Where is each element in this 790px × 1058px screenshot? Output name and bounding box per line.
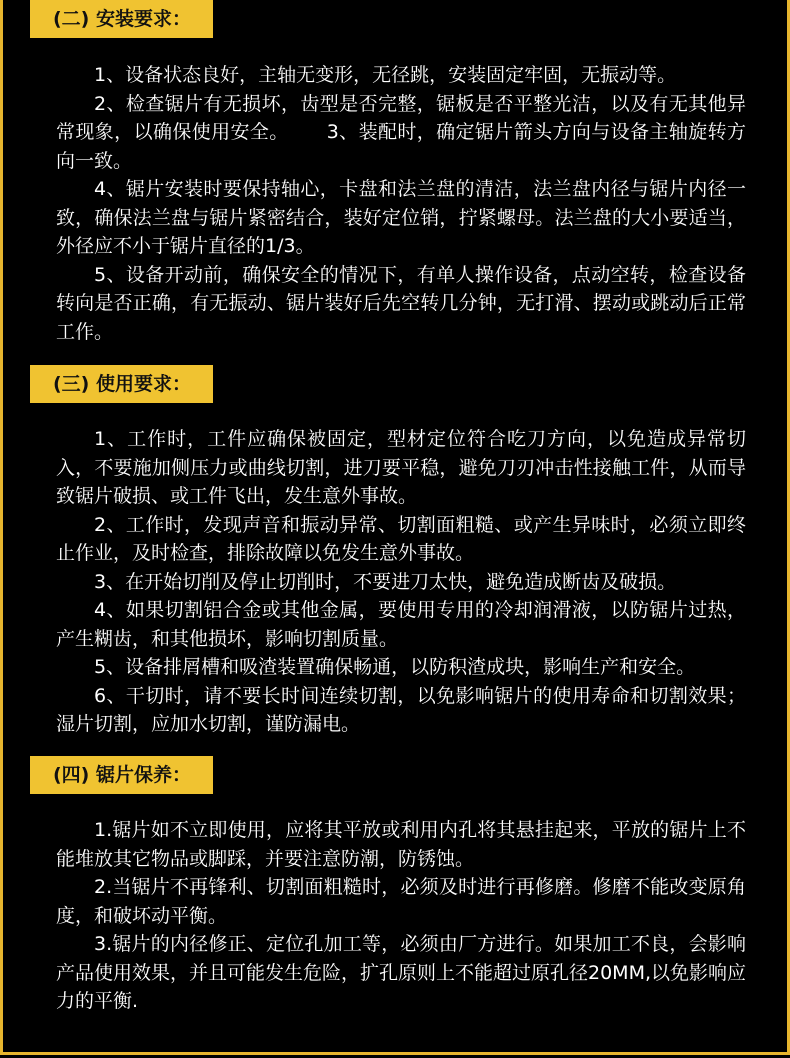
paragraph: [56, 90, 746, 176]
paragraph-text: 2、检查锯片有无损坏，齿型是否完整，锯板是否平整光洁，以及有无其他异常现象，以确保使用安全。: [56, 92, 746, 143]
section-body-maintenance: [56, 816, 746, 1016]
paragraph: 6、干切时，请不要长时间连续切割，以免影响锯片的使用寿命和切割效果；湿片切割，应加水切割，谨防漏电。: [56, 684, 746, 735]
paragraph: 5、设备排屑槽和吸渣装置确保畅通，以防积渣成块，影响生产和安全。: [94, 656, 696, 678]
paragraph-text: 3、装配时，确定锯片箭头方向与设备主轴旋转方向一致。: [56, 121, 746, 172]
paragraph: 1.锯片如不立即使用，应将其平放或利用内孔将其悬挂起来，平放的锯片上不能堆放其它物品或脚踩，并要注意防潮，防锈蚀。: [56, 819, 746, 870]
paragraph: 1、设备状态良好，主轴无变形，无径跳，安装固定牢固，无振动等。: [94, 64, 677, 86]
paragraph: 2.当锯片不再锋利、切割面粗糙时，必须及时进行再修磨。修磨不能改变原角度，和破坏动平衡。: [56, 876, 746, 927]
section-title-maintenance: (四) 锯片保养：: [30, 756, 213, 794]
paragraph: 4、锯片安装时要保持轴心，卡盘和法兰盘的清洁，法兰盘内径与锯片内径一致，确保法兰盘与锯片紧密结合，装好定位销，拧紧螺母。法兰盘的大小要适当，外径应不小于锯片直径的1/3。: [56, 178, 746, 257]
paragraph: 1、工作时，工件应确保被固定，型材定位符合吃刀方向，以免造成异常切入，不要施加侧压力或曲线切割，进刀要平稳，避免刀刃冲击性接触工件，从而导致锯片破损、或工件飞出，发生意外事故。: [56, 428, 746, 507]
section-body-usage: [56, 425, 746, 739]
paragraph: 5、设备开动前，确保安全的情况下，有单人操作设备，点动空转，检查设备转向是否正确，有无振动、锯片装好后先空转几分钟，无打滑、摆动或跳动后正常工作。: [56, 263, 746, 343]
paragraph: 3、在开始切削及停止切削时，不要进刀太快，避免造成断齿及破损。: [94, 570, 677, 593]
paragraph: 3.锯片的内径修正、定位孔加工等，必须由厂方进行。如果加工不良，会影响产品使用效果，并且可能发生危险，扩孔原则上不能超过原孔径20MM,以免影响应力的平衡.: [56, 933, 747, 1012]
section-body-installation: [56, 61, 746, 346]
paragraph: 4、如果切割铝合金或其他金属，要使用专用的冷却润滑液，以防锯片过热，产生糊齿，和其他损坏，影响切割质量。: [56, 599, 746, 650]
section-title-usage: (三) 使用要求：: [30, 365, 213, 403]
paragraph: 2、工作时，发现声音和振动异常、切割面粗糙、或产生异味时，必须立即终止作业，及时检查，排除故障以免发生意外事故。: [56, 513, 746, 564]
section-title-installation: (二) 安装要求：: [30, 0, 213, 38]
